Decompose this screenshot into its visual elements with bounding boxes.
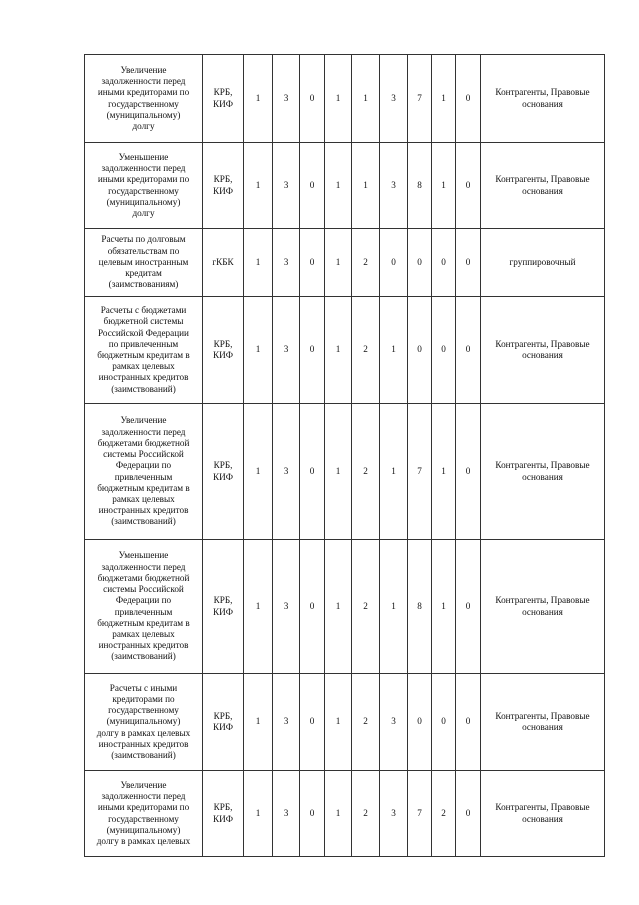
account-digit-cell: 0 [300, 143, 325, 229]
account-digit-cell: 1 [352, 143, 380, 229]
account-digit-cell: 1 [244, 404, 273, 540]
account-digit-cell: 1 [380, 540, 408, 674]
account-digit-cell: 0 [300, 229, 325, 297]
code-type-cell [203, 771, 244, 857]
code-type-cell [203, 143, 244, 229]
code-type-cell [203, 229, 244, 297]
account-digit-cell: 2 [352, 540, 380, 674]
table-body [85, 55, 605, 857]
text-line: (муниципальному) [106, 716, 181, 727]
text-line: иностранных кредитов [98, 738, 189, 749]
account-digit-cell: 3 [273, 404, 300, 540]
text-line: Контрагенты, Правовые [495, 174, 590, 185]
text-line: Контрагенты, Правовые [495, 595, 590, 606]
account-digit-cell: 0 [300, 540, 325, 674]
table-row [85, 297, 605, 404]
analytics-cell [481, 229, 605, 297]
account-digit-cell: 8 [408, 540, 432, 674]
text-line: КРБ, [213, 87, 233, 98]
text-line: бюджетами бюджетной [97, 572, 190, 583]
account-digit-cell: 1 [325, 297, 352, 404]
text-line: гКБК [212, 256, 234, 267]
account-digit-cell: 1 [380, 297, 408, 404]
text-line: долгу [132, 207, 155, 218]
account-name-cell [85, 229, 203, 297]
account-digit-cell: 1 [325, 540, 352, 674]
account-digit-cell: 1 [325, 674, 352, 771]
text-line: КИФ [212, 722, 234, 732]
text-line: Российской Федерации [98, 327, 189, 338]
account-digit-cell: 0 [432, 229, 456, 297]
code-type-cell [203, 297, 244, 404]
text-line: Федерации по [115, 460, 172, 471]
account-digit-cell: 0 [300, 674, 325, 771]
text-line: иностранных кредитов [98, 505, 189, 516]
text-line: КРБ, [213, 460, 233, 471]
text-line: Контрагенты, Правовые [495, 87, 590, 98]
account-digit-cell: 3 [380, 55, 408, 143]
text-line: КИФ [212, 813, 234, 824]
account-digit-cell: 1 [432, 404, 456, 540]
account-digit-cell: 3 [273, 674, 300, 771]
account-digit-cell: 2 [352, 674, 380, 771]
text-line: государственному [108, 813, 179, 824]
table-row [85, 229, 605, 297]
text-line: КРБ, [213, 595, 233, 606]
text-line: основания [522, 350, 563, 360]
account-digit-cell: 0 [300, 55, 325, 143]
analytics-cell [481, 404, 605, 540]
account-digit-cell: 7 [408, 771, 432, 857]
text-line: Контрагенты, Правовые [495, 338, 590, 349]
account-digit-cell: 0 [300, 771, 325, 857]
account-digit-cell: 1 [380, 404, 408, 540]
analytics-cell [481, 771, 605, 857]
text-line: долгу в рамках целевых [96, 727, 191, 738]
text-line: Уменьшение [118, 550, 169, 561]
account-digit-cell: 1 [432, 143, 456, 229]
table-row [85, 771, 605, 857]
account-digit-cell: 3 [380, 771, 408, 857]
account-digit-cell: 2 [352, 771, 380, 857]
text-line: Контрагенты, Правовые [495, 460, 590, 471]
text-line: задолженности перед [101, 426, 186, 437]
account-digit-cell: 3 [273, 55, 300, 143]
account-digit-cell: 1 [432, 55, 456, 143]
text-line: иными кредиторами по [97, 87, 190, 98]
text-line: основания [522, 606, 563, 617]
account-digit-cell: 0 [456, 404, 481, 540]
text-line: КИФ [212, 471, 234, 482]
text-line: иными кредиторами по [97, 802, 190, 813]
account-digit-cell: 1 [244, 143, 273, 229]
text-line: (заимствований) [111, 516, 176, 527]
text-line: КИФ [212, 98, 234, 109]
text-line: долгу [132, 120, 155, 131]
account-digit-cell: 0 [456, 771, 481, 857]
account-digit-cell: 0 [456, 297, 481, 404]
text-line: Контрагенты, Правовые [495, 802, 590, 813]
text-line: Расчеты с иными [109, 682, 178, 693]
table-row [85, 55, 605, 143]
account-digit-cell: 1 [325, 771, 352, 857]
account-digit-cell: 1 [244, 771, 273, 857]
text-line: бюджетным кредитам в [97, 617, 190, 628]
text-line: (заимствований) [111, 383, 176, 394]
account-digit-cell: 1 [352, 55, 380, 143]
text-line: иностранных кредитов [98, 640, 189, 651]
text-line: государственному [108, 705, 179, 716]
text-line: бюджетной системы [103, 316, 184, 327]
code-type-cell [203, 674, 244, 771]
text-line: КИФ [212, 350, 234, 360]
account-name-cell [85, 674, 203, 771]
account-digit-cell: 0 [432, 297, 456, 404]
text-line: Увеличение [120, 415, 167, 426]
text-line: Федерации по [115, 595, 172, 606]
text-line: задолженности перед [101, 76, 186, 87]
text-line: КРБ, [213, 174, 233, 185]
text-line: КРБ, [213, 802, 233, 813]
account-digit-cell: 0 [456, 674, 481, 771]
text-line: Увеличение [120, 779, 167, 790]
code-type-cell [203, 55, 244, 143]
account-digit-cell: 8 [408, 143, 432, 229]
account-digit-cell: 1 [325, 404, 352, 540]
text-line: задолженности перед [101, 561, 186, 572]
text-line: (заимствований) [111, 750, 176, 760]
text-line: рамках целевых [112, 628, 175, 639]
account-digit-cell: 7 [408, 55, 432, 143]
account-name-cell [85, 771, 203, 857]
analytics-cell [481, 55, 605, 143]
table-row [85, 674, 605, 771]
text-line: целевым иностранным [98, 256, 189, 267]
table-row [85, 143, 605, 229]
text-line: привлеченным [114, 606, 173, 617]
text-line: основания [522, 185, 563, 196]
account-digit-cell: 1 [325, 229, 352, 297]
text-line: задолженности перед [101, 791, 186, 802]
text-line: КИФ [212, 606, 234, 617]
text-line: Увеличение [120, 64, 167, 75]
account-digit-cell: 7 [408, 404, 432, 540]
text-line: долгу в рамках целевых [96, 835, 191, 846]
text-line: основания [522, 722, 563, 732]
text-line: задолженности перед [101, 163, 186, 174]
code-type-cell [203, 404, 244, 540]
account-digit-cell: 0 [300, 404, 325, 540]
account-digit-cell: 0 [432, 674, 456, 771]
text-line: группировочный [509, 256, 576, 267]
text-line: иностранных кредитов [98, 372, 189, 383]
text-line: (муниципальному) [106, 196, 181, 207]
account-digit-cell: 3 [273, 143, 300, 229]
account-digit-cell: 0 [300, 297, 325, 404]
text-line: КИФ [212, 185, 234, 196]
text-line: Контрагенты, Правовые [495, 710, 590, 721]
text-line: (заимствованиям) [108, 279, 179, 290]
account-digit-cell: 0 [408, 297, 432, 404]
account-name-cell [85, 540, 203, 674]
table-row [85, 540, 605, 674]
account-digit-cell: 3 [273, 540, 300, 674]
account-digit-cell: 2 [352, 229, 380, 297]
account-digit-cell: 1 [244, 540, 273, 674]
text-line: (муниципальному) [106, 109, 181, 120]
code-type-cell [203, 540, 244, 674]
account-digit-cell: 1 [325, 55, 352, 143]
account-digit-cell: 1 [244, 55, 273, 143]
account-name-cell [85, 143, 203, 229]
text-line: бюджетами бюджетной [97, 437, 190, 448]
account-digit-cell: 1 [432, 540, 456, 674]
text-line: кредитам [125, 268, 162, 279]
account-digit-cell: 2 [352, 404, 380, 540]
account-digit-cell: 1 [325, 143, 352, 229]
analytics-cell [481, 143, 605, 229]
account-digit-cell: 0 [456, 229, 481, 297]
table-row [85, 404, 605, 540]
account-name-cell [85, 55, 203, 143]
account-digit-cell: 0 [380, 229, 408, 297]
text-line: привлеченным [114, 471, 173, 482]
account-name-cell [85, 297, 203, 404]
text-line: Расчеты с бюджетами [100, 305, 187, 316]
text-line: бюджетным кредитам в [97, 482, 190, 493]
account-digit-cell: 2 [352, 297, 380, 404]
account-digit-cell: 0 [408, 229, 432, 297]
text-line: (муниципальному) [106, 824, 181, 835]
account-digit-cell: 1 [244, 229, 273, 297]
text-line: КРБ, [213, 710, 233, 721]
account-digit-cell: 1 [244, 674, 273, 771]
text-line: (заимствований) [111, 651, 176, 662]
text-line: системы Российской [103, 449, 184, 460]
analytics-cell [481, 540, 605, 674]
text-line: иными кредиторами по [97, 174, 190, 185]
text-line: государственному [108, 98, 179, 109]
text-line: бюджетным кредитам в [97, 350, 190, 360]
text-line: Расчеты по долговым [101, 234, 186, 245]
account-digit-cell: 0 [456, 143, 481, 229]
text-line: рамках целевых [112, 493, 175, 504]
text-line: КРБ, [213, 338, 233, 349]
account-digit-cell: 3 [273, 771, 300, 857]
analytics-cell [481, 297, 605, 404]
account-digit-cell: 2 [432, 771, 456, 857]
text-line: по привлеченным [108, 338, 179, 349]
text-line: Уменьшение [118, 151, 169, 162]
text-line: системы Российской [103, 584, 184, 595]
text-line: кредиторами по [112, 693, 175, 704]
account-digit-cell: 1 [244, 297, 273, 404]
text-line: государственному [108, 185, 179, 196]
accounts-table [84, 54, 605, 857]
account-digit-cell: 0 [456, 540, 481, 674]
account-digit-cell: 3 [273, 297, 300, 404]
analytics-cell [481, 674, 605, 771]
account-digit-cell: 3 [380, 674, 408, 771]
text-line: основания [522, 813, 563, 824]
account-digit-cell: 3 [273, 229, 300, 297]
account-name-cell [85, 404, 203, 540]
text-line: обязательствам по [107, 245, 180, 256]
text-line: основания [522, 471, 563, 482]
text-line: основания [522, 98, 563, 109]
account-digit-cell: 3 [380, 143, 408, 229]
account-digit-cell: 0 [408, 674, 432, 771]
text-line: рамках целевых [112, 361, 175, 372]
account-digit-cell: 0 [456, 55, 481, 143]
